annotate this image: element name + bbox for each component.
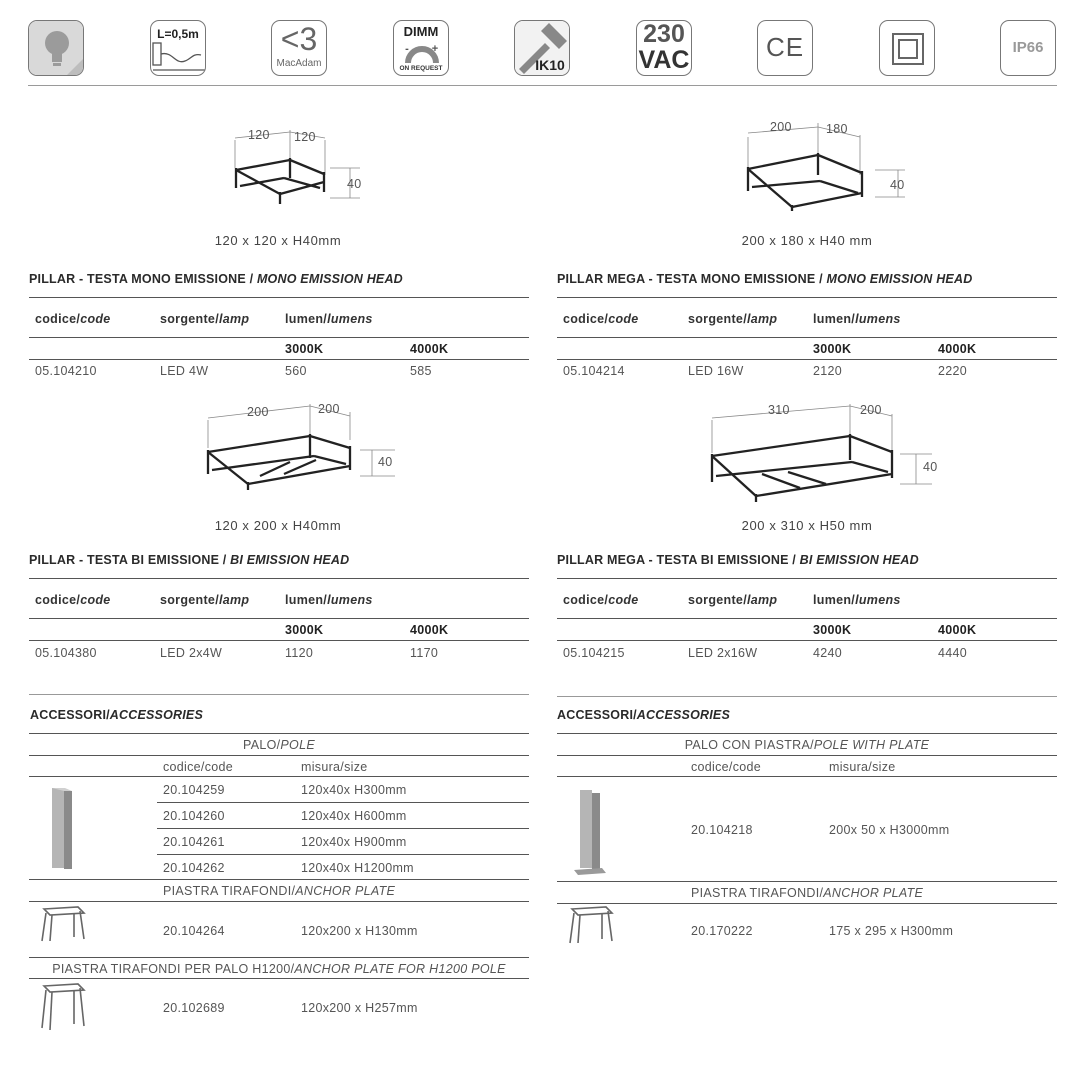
table-rule [557, 640, 1057, 641]
voltage-icon: 230 VAC [636, 20, 692, 76]
header-code: codice/code [563, 312, 639, 326]
pole-plate-code: 20.104218 [691, 823, 753, 837]
product-size-caption: 200 x 310 x H50 mm [741, 518, 873, 533]
anchor-plate-thumbnail [38, 905, 90, 950]
table-rule [557, 903, 1057, 904]
header-code: codice/code [691, 760, 762, 774]
product-code: 05.104215 [563, 646, 625, 660]
plate2-size: 120x200 x H257mm [301, 1001, 418, 1015]
lumen-4000k: 585 [410, 364, 432, 378]
header-lumen: lumen/lumens [813, 312, 901, 326]
header-3000k: 3000K [285, 342, 324, 356]
ip66-icon: IP66 [1000, 20, 1056, 76]
anchor-plate-thumbnail [566, 905, 618, 952]
header-3000k: 3000K [813, 623, 852, 637]
dimm-icon: DIMM - + ON REQUEST [393, 20, 449, 76]
header-divider [28, 85, 1057, 86]
table-rule [29, 359, 529, 360]
section-title: PILLAR - TESTA MONO EMISSIONE / MONO EMISSION HEAD [29, 272, 403, 286]
header-lamp: sorgente/lamp [688, 593, 778, 607]
accessories-title: ACCESSORI/ACCESSORIES [557, 708, 730, 722]
table-rule [557, 733, 1057, 734]
plate-size: 120x200 x H130mm [301, 924, 418, 938]
product-code: 05.104214 [563, 364, 625, 378]
pillar-mono-drawing [200, 120, 380, 220]
pole-code: 20.104259 [163, 783, 225, 797]
product-lamp: LED 2x4W [160, 646, 223, 660]
lumen-3000k: 2120 [813, 364, 843, 378]
dim-h: 40 [347, 177, 362, 191]
table-rule [29, 776, 529, 777]
dim-a: 200 [247, 405, 269, 419]
accessories-divider [557, 696, 1057, 697]
pole-size: 120x40x H1200mm [301, 861, 414, 875]
pole-size: 120x40x H300mm [301, 783, 407, 797]
accessories-title: ACCESSORI/ACCESSORIES [30, 708, 203, 722]
plate2-subtitle: PIASTRA TIRAFONDI PER PALO H1200/ANCHOR PLATE FOR H1200 POLE [52, 962, 506, 976]
table-rule [29, 578, 529, 579]
plate-size: 175 x 295 x H300mm [829, 924, 954, 938]
table-rule [157, 802, 529, 803]
header-lumen: lumen/lumens [813, 593, 901, 607]
anchor-plate-h1200-thumbnail [38, 982, 90, 1039]
header-3000k: 3000K [813, 342, 852, 356]
pole-code: 20.104262 [163, 861, 225, 875]
lumen-4000k: 4440 [938, 646, 968, 660]
pole-subtitle: PALO/POLE [243, 738, 315, 752]
header-code: codice/code [563, 593, 639, 607]
plate-subtitle: PIASTRA TIRAFONDI/ANCHOR PLATE [163, 884, 396, 898]
lumen-3000k: 560 [285, 364, 307, 378]
plate-code: 20.104264 [163, 924, 225, 938]
product-size-caption: 120 x 200 x H40mm [214, 518, 342, 533]
header-4000k: 4000K [938, 342, 977, 356]
table-rule [557, 337, 1057, 338]
macadam-icon: <3 MacAdam [271, 20, 327, 76]
plate2-code: 20.102689 [163, 1001, 225, 1015]
plate-subtitle: PIASTRA TIRAFONDI/ANCHOR PLATE [691, 886, 924, 900]
table-rule [557, 578, 1057, 579]
plate-code: 20.170222 [691, 924, 753, 938]
dim-h: 40 [890, 178, 905, 192]
table-rule [157, 854, 529, 855]
section-title: PILLAR - TESTA BI EMISSIONE / BI EMISSION HEAD [29, 553, 350, 567]
table-rule [29, 755, 529, 756]
ce-mark-icon: CE [757, 20, 813, 76]
table-rule [29, 879, 529, 880]
table-rule [557, 881, 1057, 882]
pillar-bi-drawing [200, 398, 410, 503]
dim-b: 200 [860, 403, 882, 417]
header-3000k: 3000K [285, 623, 324, 637]
lumen-4000k: 2220 [938, 364, 968, 378]
table-rule [29, 337, 529, 338]
lamp-bulb-icon [28, 20, 84, 76]
pole-code: 20.104261 [163, 835, 225, 849]
product-lamp: LED 16W [688, 364, 744, 378]
ik10-icon: IK10 [514, 20, 570, 76]
header-4000k: 4000K [410, 342, 449, 356]
lumen-4000k: 1170 [410, 646, 439, 660]
header-size: misura/size [301, 760, 368, 774]
header-size: misura/size [829, 760, 896, 774]
header-code: codice/code [163, 760, 234, 774]
product-lamp: LED 2x16W [688, 646, 758, 660]
dim-b: 120 [294, 130, 316, 144]
product-size-caption: 200 x 180 x H40 mm [741, 233, 873, 248]
table-rule [557, 359, 1057, 360]
table-rule [29, 978, 529, 979]
pole-code: 20.104260 [163, 809, 225, 823]
table-rule [557, 297, 1057, 298]
pole-thumbnail [48, 788, 78, 878]
header-code: codice/code [35, 593, 111, 607]
lumen-3000k: 1120 [285, 646, 314, 660]
table-rule [29, 733, 529, 734]
class-ii-icon [879, 20, 935, 76]
table-rule [557, 755, 1057, 756]
lumen-3000k: 4240 [813, 646, 843, 660]
table-rule [29, 640, 529, 641]
pole-plate-subtitle: PALO CON PIASTRA/POLE WITH PLATE [684, 738, 930, 752]
pole-size: 120x40x H900mm [301, 835, 407, 849]
product-code: 05.104380 [35, 646, 97, 660]
pillar-mega-mono-drawing [730, 115, 930, 220]
pole-size: 120x40x H600mm [301, 809, 407, 823]
section-title: PILLAR MEGA - TESTA BI EMISSIONE / BI EMISSION HEAD [557, 553, 919, 567]
cable-length-icon: L=0,5m [150, 20, 206, 76]
header-lumen: lumen/lumens [285, 312, 373, 326]
header-4000k: 4000K [410, 623, 449, 637]
table-rule [29, 297, 529, 298]
dim-h: 40 [378, 455, 393, 469]
product-size-caption: 120 x 120 x H40mm [214, 233, 342, 248]
pole-with-plate-thumbnail [572, 790, 608, 881]
table-rule [157, 828, 529, 829]
accessories-divider [29, 694, 529, 695]
header-code: codice/code [35, 312, 111, 326]
dim-b: 200 [318, 402, 340, 416]
header-lamp: sorgente/lamp [688, 312, 778, 326]
product-lamp: LED 4W [160, 364, 209, 378]
dim-h: 40 [923, 460, 938, 474]
table-rule [29, 957, 529, 958]
table-rule [29, 901, 529, 902]
product-code: 05.104210 [35, 364, 97, 378]
pole-plate-size: 200x 50 x H3000mm [829, 823, 950, 837]
section-title: PILLAR MEGA - TESTA MONO EMISSIONE / MONO EMISSION HEAD [557, 272, 973, 286]
header-lamp: sorgente/lamp [160, 312, 250, 326]
dim-a: 120 [248, 128, 270, 142]
table-rule [29, 618, 529, 619]
table-rule [557, 618, 1057, 619]
pillar-mega-bi-drawing [700, 398, 940, 513]
dim-b: 180 [826, 122, 848, 136]
dim-a: 310 [768, 403, 790, 417]
header-4000k: 4000K [938, 623, 977, 637]
header-lamp: sorgente/lamp [160, 593, 250, 607]
dim-a: 200 [770, 120, 792, 134]
table-rule [557, 776, 1057, 777]
header-lumen: lumen/lumens [285, 593, 373, 607]
